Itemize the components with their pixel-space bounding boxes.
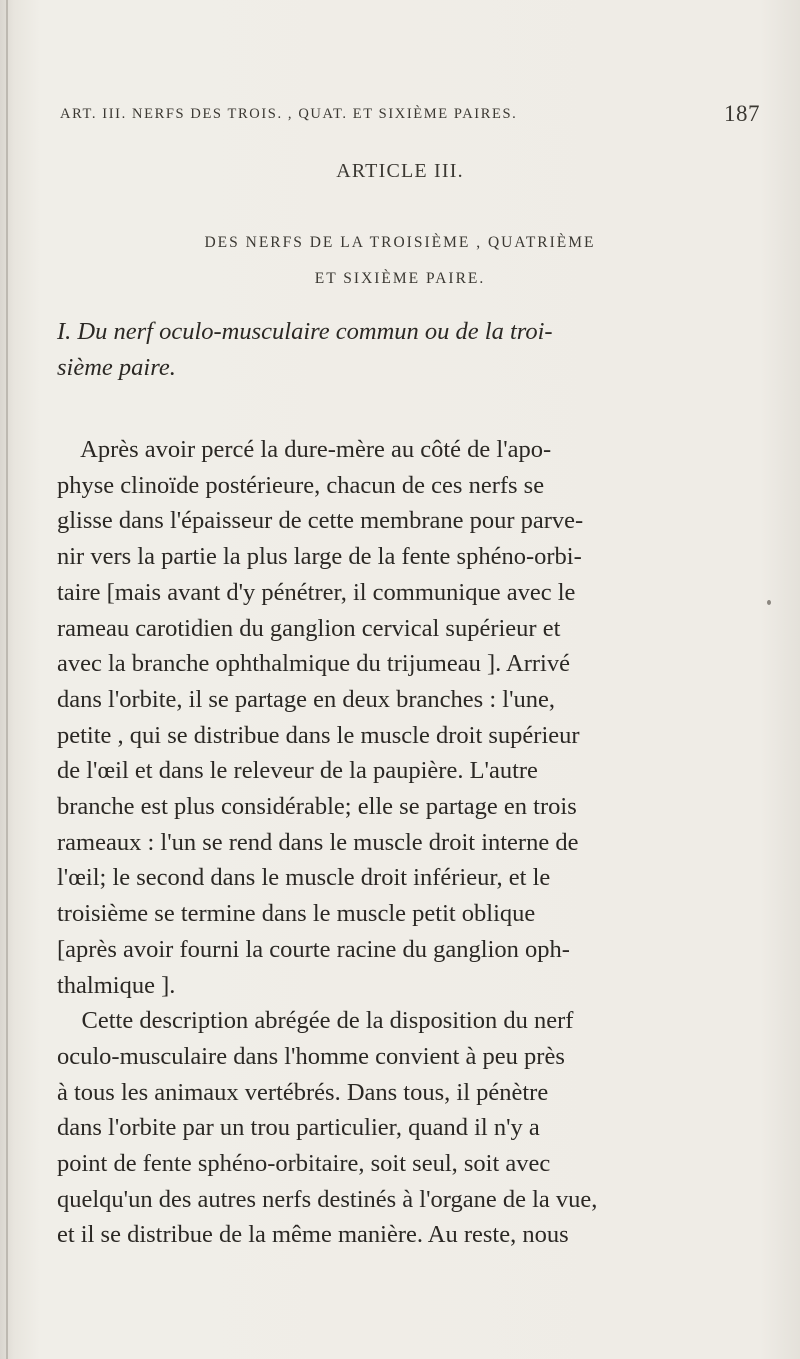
body-line: branche est plus considérable; elle se partage en trois [57,793,577,821]
body-line: oculo-musculaire dans l'homme convient à peu près [57,1042,565,1070]
running-head-text: ART. III. NERFS DES TROIS. , QUAT. ET SIXIÈME PAIRES. [60,106,518,122]
body-line: petite , qui se distribue dans le muscle droit supérieur [57,721,580,749]
body-line: Cette description abrégée de la disposition du nerf [57,1007,574,1035]
body-line: nir vers la partie la plus large de la fente sphéno-orbi- [57,543,582,571]
subtitle-line-1: DES NERFS DE LA TROISIÈME , QUATRIÈME [204,234,596,251]
body-line: quelqu'un des autres nerfs destinés à l'organe de la vue, [57,1185,598,1213]
section-heading-line: sième paire. [57,353,176,381]
body-line: avec la branche ophthalmique du trijumeau ]. Arrivé [57,650,570,678]
section-heading-line: I. Du nerf oculo-musculaire commun ou de la troi- [57,318,553,345]
page-gutter-edge [6,0,8,1359]
body-line: point de fente sphéno-orbitaire, soit seul, soit avec [57,1150,551,1178]
body-line: rameaux : l'un se rend dans le muscle droit interne de [57,828,579,856]
body-line: taire [mais avant d'y pénétrer, il communique avec le [57,578,576,606]
body-line: troisième se termine dans le muscle petit oblique [57,900,536,928]
body-line: à tous les animaux vertébrés. Dans tous, il pénètre [57,1078,549,1106]
body-line: physe clinoïde postérieure, chacun de ces nerfs se [57,471,545,499]
section-heading [57,314,747,385]
body-line: thalmique ]. [57,971,176,999]
body-line: dans l'orbite par un trou particulier, quand il n'y a [57,1114,540,1142]
article-title: ARTICLE III. [336,160,464,182]
subtitle-line-2: ET SIXIÈME PAIRE. [314,270,486,287]
body-line: dans l'orbite, il se partage en deux branches : l'une, [57,685,555,713]
body-line: de l'œil et dans le releveur de la paupière. L'autre [57,757,538,785]
ink-speck [767,600,771,605]
page-number: 187 [724,101,760,126]
running-head [60,101,760,126]
body-line: [après avoir fourni la courte racine du ganglion oph- [57,935,570,963]
body-line: glisse dans l'épaisseur de cette membrane pour parve- [57,507,584,535]
body-text [57,432,747,1253]
body-line: rameau carotidien du ganglion cervical supérieur et [57,614,561,642]
body-line: Après avoir percé la dure-mère au côté de l'apo- [57,436,552,463]
body-line: et il se distribue de la même manière. Au reste, nous [57,1221,569,1249]
body-line: l'œil; le second dans le muscle droit inférieur, et le [57,864,551,892]
